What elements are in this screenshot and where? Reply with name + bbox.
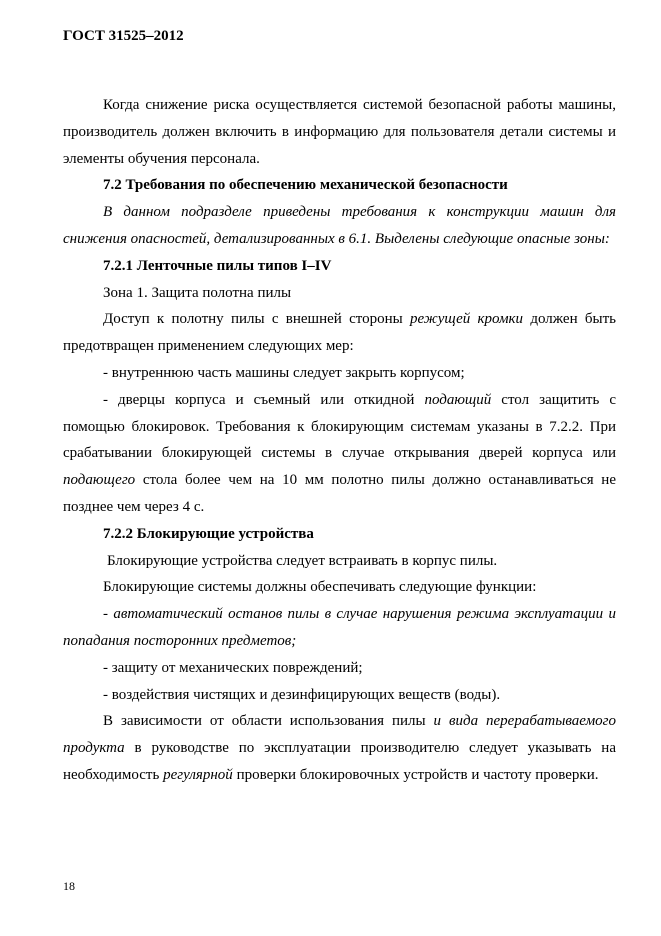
paragraph-safe-system: Когда снижение риска осуществляется системой безопасной работы машины, производитель должен включить в информацию для пользователя детали системы и элементы обучения персонала. (63, 97, 616, 167)
italic-run: режущей кромки (410, 311, 524, 328)
intro-italic-text: В данном подразделе приведены требования к конструкции машин для снижения опасностей, детализированных в 6.1. Выделены следующие опасные зоны: (63, 204, 616, 247)
page-number: 18 (63, 879, 75, 893)
document-header: ГОСТ 31525–2012 (63, 28, 184, 44)
heading-7-2-2: 7.2.2 Блокирующие устройства (103, 525, 314, 542)
text-run: - (103, 606, 114, 623)
zone-1-title: Зона 1. Защита полотна пилы (103, 284, 292, 301)
paragraph-inspection (63, 708, 616, 788)
italic-run: автоматический останов пилы в случае нарушения режима эксплуатации и попадания посторонних предметов; (63, 606, 616, 649)
bullet-cleaning-agents: - воздействия чистящих и дезинфицирующих веществ (воды). (103, 686, 501, 703)
text-run: Доступ к полотну пилы с внешней стороны (103, 311, 410, 328)
italic-run: и вида перерабатываемого продукта (63, 713, 616, 757)
text-run: В зависимости от области использования пилы (103, 713, 434, 730)
text-run: должен быть предотвращен применением следующих мер: (63, 311, 616, 355)
text-run: стол защитить с помощью блокировок. Требования к блокирующим системам указаны в 7.2.2. При срабатывании блокирующей системы в случае открывания дверей корпуса или (63, 391, 616, 462)
paragraph-intro-italic (63, 199, 616, 253)
bullet-mechanical-protection: - защиту от механических повреждений; (103, 659, 363, 676)
bullet-housing: - внутреннюю часть машины следует закрыть корпусом; (103, 364, 465, 381)
paragraph-blade-access (63, 306, 616, 360)
paragraph-interlock-install: Блокирующие устройства следует встраивать в корпус пилы. (107, 552, 498, 569)
italic-run: подающий (424, 391, 492, 408)
italic-run: регулярной (163, 766, 233, 783)
text-run: проверки блокировочных устройств и частоту проверки. (232, 766, 599, 783)
text-run: стола более чем на 10 мм полотно пилы должно останавливаться не позднее чем через 4 с. (63, 472, 616, 515)
heading-7-2: 7.2 Требования по обеспечению механической безопасности (103, 177, 508, 194)
heading-7-2-1: 7.2.1 Ленточные пилы типов I–IV (103, 257, 332, 274)
paragraph-interlocks (63, 387, 616, 521)
paragraph-functions: Блокирующие системы должны обеспечивать следующие функции: (103, 579, 537, 596)
italic-run: подающего (63, 472, 136, 489)
text-run: - дверцы корпуса и съемный или откидной (103, 391, 425, 408)
document-body (63, 92, 616, 789)
bullet-auto-stop (63, 601, 616, 655)
text-run: в руководстве по эксплуатации производителю следует указывать на необходимость (63, 740, 616, 783)
